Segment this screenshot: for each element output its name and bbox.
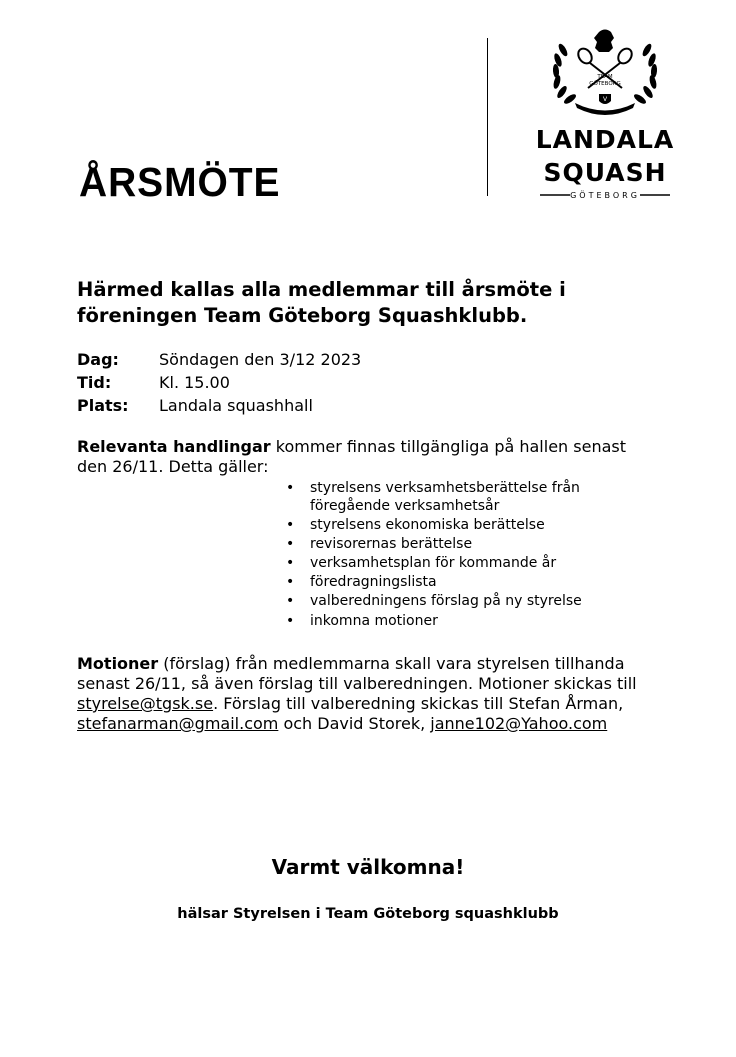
welcome-heading: Varmt välkomna! (271, 855, 465, 879)
motions-text: och David Storek, (278, 714, 431, 733)
motions-text: (förslag) från medlemmarna skall vara styrelsen tillhanda senast 26/11, så även förslag till valberedningen. Motioner skickas till (77, 654, 637, 693)
svg-text:TEAM: TEAM (597, 74, 613, 80)
lion-icon (594, 30, 614, 53)
detail-value: Kl. 15.00 (159, 373, 230, 392)
greeting-line: hälsar Styrelsen i Team Göteborg squashklubb (177, 906, 559, 922)
documents-lead-rest: kommer finnas tillgängliga på hallen senast den 26/11. Detta gäller: (77, 437, 626, 476)
documents-paragraph (77, 437, 657, 477)
svg-text:V: V (602, 96, 608, 103)
list-item: • styrelsens verksamhetsberättelse från föregående verksamhetsår (310, 479, 630, 515)
detail-row-day (77, 348, 361, 371)
list-item: • inkomna motioner (310, 612, 630, 630)
svg-text:LANDALA: LANDALA (535, 125, 675, 154)
svg-text:GÖTEBORG: GÖTEBORG (570, 191, 640, 200)
header-divider (487, 38, 488, 196)
list-item: • föredragningslista (310, 573, 630, 591)
detail-row-time (77, 371, 361, 394)
svg-text:SQUASH: SQUASH (543, 158, 667, 187)
list-item: • styrelsens ekonomiska berättelse (310, 516, 630, 534)
detail-value: Landala squashhall (159, 396, 313, 415)
list-item: • verksamhetsplan för kommande år (310, 554, 630, 572)
page-title: ÅRSMÖTE (79, 159, 281, 205)
detail-row-place (77, 394, 361, 417)
detail-label: Plats: (77, 396, 129, 415)
svg-text:GÖTEBORG: GÖTEBORG (589, 81, 621, 87)
detail-label: Dag: (77, 350, 119, 369)
landala-squash-logo (530, 26, 680, 206)
motions-text: . Förslag till valberedning skickas till Stefan Årman, (213, 694, 624, 713)
documents-lead: Relevanta handlingar (77, 437, 271, 456)
documents-list (310, 479, 630, 631)
motions-paragraph (77, 654, 647, 734)
detail-value: Söndagen den 3/12 2023 (159, 350, 362, 369)
email-link-styrelse[interactable]: styrelse@tgsk.se (77, 694, 214, 713)
list-item: • valberedningens förslag på ny styrelse (310, 592, 630, 610)
email-link-david[interactable]: janne102@Yahoo.com (430, 714, 608, 733)
motions-lead: Motioner (77, 654, 159, 673)
meeting-details (77, 348, 361, 417)
intro-heading: Härmed kallas alla medlemmar till årsmöte i föreningen Team Göteborg Squashklubb. (77, 278, 566, 327)
list-item: • revisorernas berättelse (310, 535, 630, 553)
email-link-stefan[interactable]: stefanarman@gmail.com (77, 714, 279, 733)
detail-label: Tid: (77, 373, 112, 392)
